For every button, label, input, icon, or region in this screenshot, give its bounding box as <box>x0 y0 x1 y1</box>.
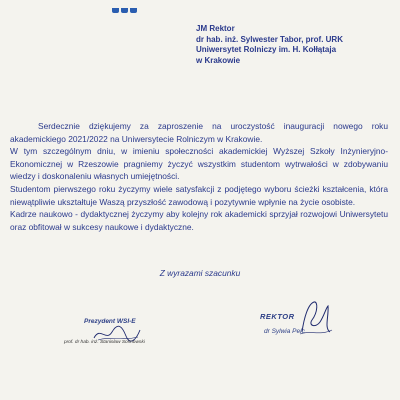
letter-body <box>10 120 388 233</box>
closing-phrase: Z wyrazami szacunku <box>159 268 241 278</box>
rector-stamp: REKTOR <box>260 312 295 321</box>
president-stamp: Prezydent WSI-E <box>84 318 136 325</box>
letterhead-logo-fragment <box>112 0 144 6</box>
paragraph-wishes: W tym szczególnym dniu, w imieniu społeczności akademickiej Wyższej Szkoły Inżynieryjno-Ekonomicznej w Rzeszowie pragniemy życzyć wszystkim studentom wytrwałości w zdobywaniu wiedzy i doskonaleniu własnych umiejętności. <box>10 146 388 182</box>
addressee-block <box>196 24 396 66</box>
president-name: prof. dr hab. inż. Stanisław Sosnowski <box>64 340 145 345</box>
addressee-city: w Krakowie <box>196 55 241 65</box>
signature-rector <box>248 298 338 348</box>
rector-name: dr Sylwia Pelc <box>264 328 305 335</box>
addressee-name: dr hab. inż. Sylwester Tabor, prof. URK <box>196 34 343 44</box>
addressee-title: JM Rektor <box>196 24 235 33</box>
paragraph-thanks: Serdecznie dziękujemy za zaproszenie na uroczystość inauguracji nowego roku akademickiego 2021/2022 na Uniwersytecie Rolniczym w Krakowie. <box>10 121 388 144</box>
paragraph-staff: Kadrze naukowo - dydaktycznej życzymy aby kolejny rok akademicki sprzyjał rozwojowi Uniwersytetu oraz obfitował w sukcesy naukowe i dydaktyczne. <box>10 209 388 232</box>
paragraph-first-year: Studentom pierwszego roku życzymy wiele satysfakcji z podjętego wyboru ścieżki kształcenia, która niewątpliwie ukształtuje Waszą przyszłość zawodową i pozytywnie wpłynie na życie osobiste. <box>10 183 388 207</box>
addressee-institution: Uniwersytet Rolniczy im. H. Kołłątaja <box>196 45 337 54</box>
signature-president <box>52 316 162 356</box>
